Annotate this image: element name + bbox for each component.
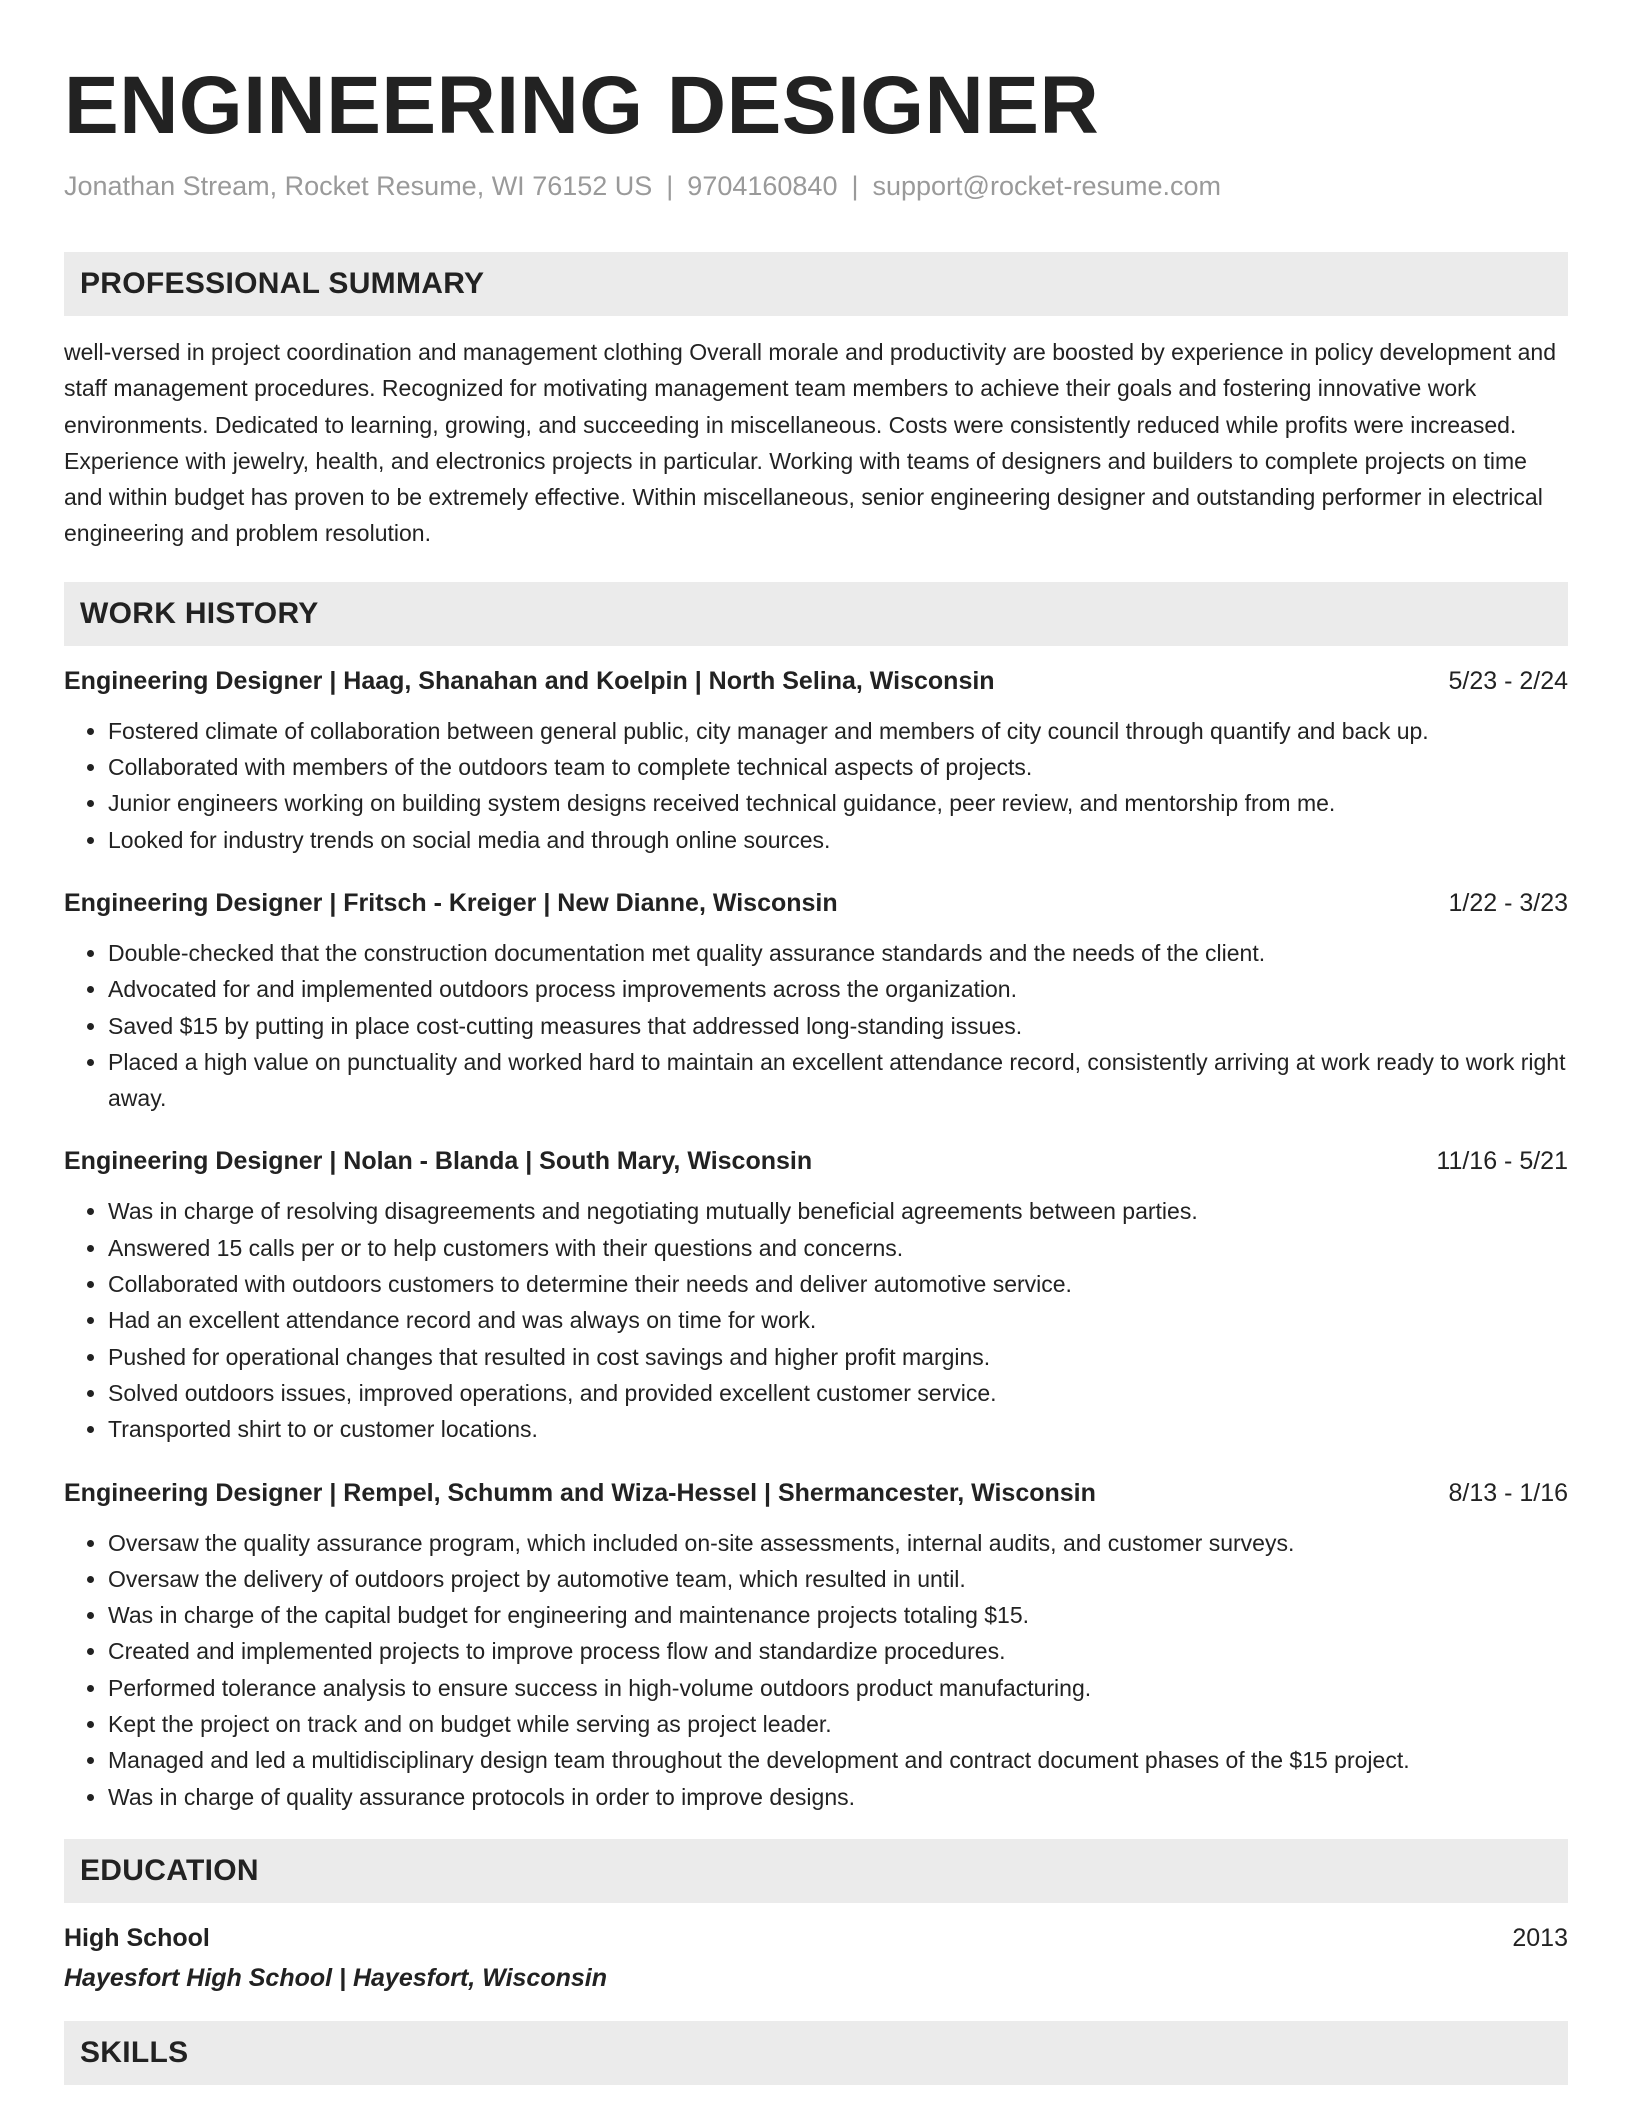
contact-phone: 9704160840 bbox=[687, 171, 838, 201]
job-title: Engineering Designer | Fritsch - Kreiger | New Dianne, Wisconsin bbox=[64, 888, 838, 917]
job-title: Engineering Designer | Nolan - Blanda | South Mary, Wisconsin bbox=[64, 1147, 813, 1176]
job-bullet: • Managed and led a multidisciplinary design team throughout the development and contract document phases of the $15 project. bbox=[108, 1742, 1568, 1778]
job-dates: 8/13 - 1/16 bbox=[1448, 1478, 1568, 1507]
job-bullet: • Collaborated with members of the outdoors team to complete technical aspects of projects. bbox=[108, 749, 1568, 785]
job-bullet: • Fostered climate of collaboration between general public, city manager and members of city council through quantify and back up. bbox=[108, 713, 1568, 749]
job-dates: 5/23 - 2/24 bbox=[1448, 666, 1568, 695]
job-entry-2 bbox=[64, 886, 1568, 1116]
job-bullet: • Advocated for and implemented outdoors process improvements across the organization. bbox=[108, 971, 1568, 1007]
job-header bbox=[64, 1476, 1568, 1510]
section-heading-professional-summary: PROFESSIONAL SUMMARY bbox=[64, 252, 1568, 316]
job-bullet: • Answered 15 calls per or to help customers with their questions and concerns. bbox=[108, 1230, 1568, 1266]
contact-email: support@rocket-resume.com bbox=[872, 171, 1222, 201]
job-bullet: • Oversaw the quality assurance program, which included on-site assessments, internal audits, and customer surveys. bbox=[108, 1525, 1568, 1561]
job-bullet: • Saved $15 by putting in place cost-cutting measures that addressed long-standing issues. bbox=[108, 1008, 1568, 1044]
job-bullet: • Performed tolerance analysis to ensure success in high-volume outdoors product manufacturing. bbox=[108, 1670, 1568, 1706]
job-bullet: • Transported shirt to or customer locations. bbox=[108, 1411, 1568, 1447]
education-degree: High School bbox=[64, 1923, 210, 1952]
job-bullet: • Was in charge of quality assurance protocols in order to improve designs. bbox=[108, 1779, 1568, 1815]
section-heading-education: EDUCATION bbox=[64, 1839, 1568, 1903]
job-bullet: • Created and implemented projects to improve process flow and standardize procedures. bbox=[108, 1633, 1568, 1669]
job-bullet: • Junior engineers working on building system designs received technical guidance, peer review, and mentorship from me. bbox=[108, 785, 1568, 821]
job-bullets bbox=[64, 1193, 1568, 1447]
job-title: Engineering Designer | Rempel, Schumm and Wiza-Hessel | Shermancester, Wisconsin bbox=[64, 1478, 1096, 1507]
job-header bbox=[64, 886, 1568, 920]
job-bullets bbox=[64, 1525, 1568, 1815]
job-bullet: • Was in charge of resolving disagreements and negotiating mutually beneficial agreements between parties. bbox=[108, 1193, 1568, 1229]
job-entry-4 bbox=[64, 1476, 1568, 1815]
contact-separator: | bbox=[666, 171, 674, 201]
job-bullet: • Kept the project on track and on budget while serving as project leader. bbox=[108, 1706, 1568, 1742]
resume-title: ENGINEERING DESIGNER bbox=[64, 60, 1100, 151]
contact-separator: | bbox=[851, 171, 859, 201]
job-header bbox=[64, 664, 1568, 698]
job-bullets bbox=[64, 935, 1568, 1116]
job-entry-1 bbox=[64, 664, 1568, 858]
job-title: Engineering Designer | Haag, Shanahan and Koelpin | North Selina, Wisconsin bbox=[64, 666, 995, 695]
job-header bbox=[64, 1144, 1568, 1178]
contact-line bbox=[64, 170, 1568, 202]
job-bullet: • Had an excellent attendance record and was always on time for work. bbox=[108, 1302, 1568, 1338]
education-year: 2013 bbox=[1512, 1923, 1568, 1952]
professional-summary-text: well-versed in project coordination and management clothing Overall morale and productivity are boosted by experience in policy development and staff management procedures. Recognized for motivating management team members to achieve their goals and fostering innovative work environments. Dedicated to learning, growing, and succeeding in miscellaneous. Costs were consistently reduced while profits were increased. Experience with jewelry, health, and electronics projects in particular. Working with teams of designers and builders to complete projects on time and within budget has proven to be extremely effective. Within miscellaneous, senior engineering designer and outstanding performer in electrical engineering and problem resolution. bbox=[64, 339, 1557, 547]
job-bullet: • Looked for industry trends on social media and through online sources. bbox=[108, 822, 1568, 858]
job-dates: 1/22 - 3/23 bbox=[1448, 888, 1568, 917]
section-heading-work-history: WORK HISTORY bbox=[64, 582, 1568, 646]
job-bullet: • Was in charge of the capital budget for engineering and maintenance projects totaling $15. bbox=[108, 1597, 1568, 1633]
contact-address: Jonathan Stream, Rocket Resume, WI 76152 US bbox=[64, 171, 653, 201]
education-row bbox=[64, 1921, 1568, 1955]
education-school: Hayesfort High School | Hayesfort, Wisconsin bbox=[64, 1963, 607, 1992]
job-bullet: • Collaborated with outdoors customers to determine their needs and deliver automotive service. bbox=[108, 1266, 1568, 1302]
job-bullet: • Double-checked that the construction documentation met quality assurance standards and the needs of the client. bbox=[108, 935, 1568, 971]
job-bullet: • Solved outdoors issues, improved operations, and provided excellent customer service. bbox=[108, 1375, 1568, 1411]
job-dates: 11/16 - 5/21 bbox=[1436, 1147, 1568, 1176]
job-entry-3 bbox=[64, 1144, 1568, 1447]
job-bullet: • Oversaw the delivery of outdoors project by automotive team, which resulted in until. bbox=[108, 1561, 1568, 1597]
job-bullet: • Placed a high value on punctuality and worked hard to maintain an excellent attendance record, consistently arriving at work ready to work right away. bbox=[108, 1044, 1568, 1117]
job-bullets bbox=[64, 713, 1568, 858]
job-bullet: • Pushed for operational changes that resulted in cost savings and higher profit margins. bbox=[108, 1339, 1568, 1375]
section-heading-skills: SKILLS bbox=[64, 2021, 1568, 2085]
